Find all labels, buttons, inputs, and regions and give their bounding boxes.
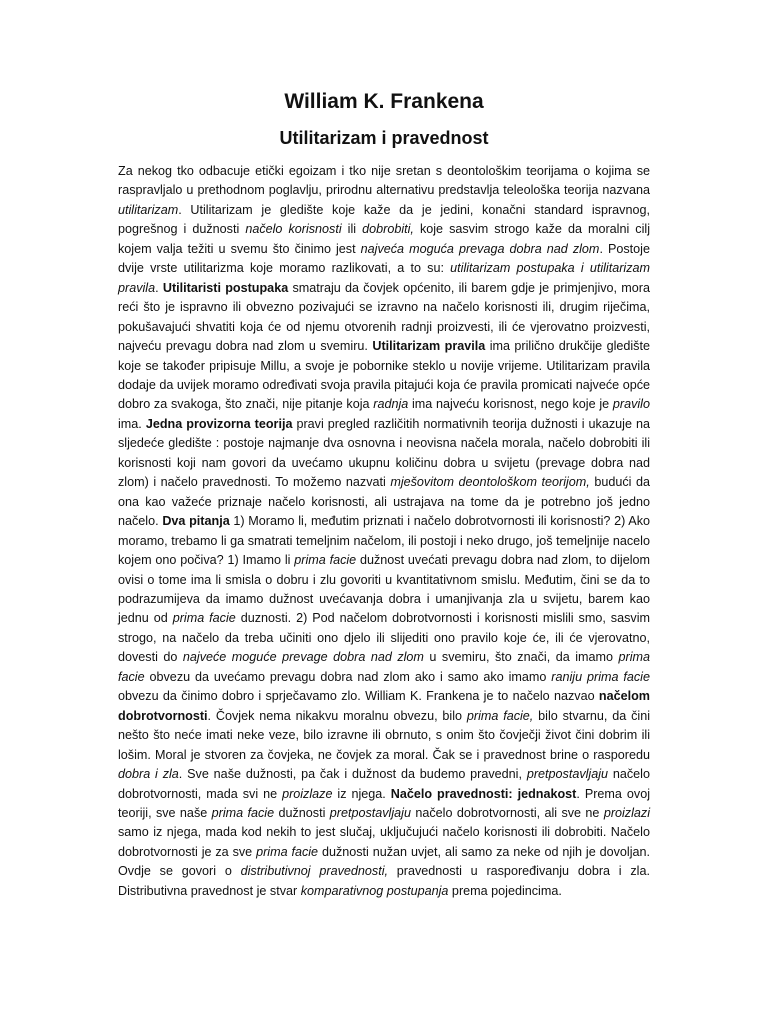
italic-text-run: prima facie <box>256 844 319 859</box>
text-run: koje sasvim strogo kaže da moralni cilj kojem valja težiti u svemu što činimo jest <box>118 222 650 256</box>
text-run: . Čovjek nema nikakvu moralnu obvezu, bilo <box>207 708 467 723</box>
italic-text-run: prima facie <box>118 650 650 684</box>
text-run: budući da ona kao važeće priznaje načelo korisnosti, ali ustrajava na tome da je potrebno još jedno načelo. <box>118 475 650 529</box>
italic-text-run: radnja <box>373 397 409 412</box>
italic-text-run: pretpostavljaju <box>329 805 411 820</box>
text-run: obvezu da uvećamo prevagu dobra nad zlom ako i samo ako imamo <box>144 669 552 684</box>
author-heading: William K. Frankena <box>284 90 484 113</box>
text-run: dužnosti <box>274 805 330 820</box>
bold-text-run: Dva pitanja <box>162 514 230 529</box>
italic-text-run: distributivnoj pravednosti, <box>240 864 388 879</box>
text-run: ima. <box>118 416 146 431</box>
italic-text-run: prima facie, <box>466 708 534 723</box>
italic-text-run: proizlaze <box>282 786 333 801</box>
text-run: . Sve naše dužnosti, pa čak i dužnost da budemo pravedni, <box>178 767 527 782</box>
text-run: dužnosti nužan uvjet, ali samo za neke od njih je dovoljan. Ovdje se govori o <box>118 844 650 879</box>
italic-text-run: dobrobiti, <box>362 222 414 237</box>
text-run: prema pojedincima. <box>448 883 562 898</box>
bold-text-run: Načelo pravednosti: jednakost <box>390 786 577 801</box>
text-run: iz njega. <box>332 786 391 801</box>
text-run: . Utilitarizam je gledište koje kaže da je jedini, konačni standard ispravnog, pogrešnog i dužnosti <box>118 202 650 237</box>
italic-text-run: proizlazi <box>603 805 651 820</box>
text-run: načelo dobrotvornosti, ali sve ne <box>410 805 604 820</box>
italic-text-run: dobra i zla <box>118 767 179 782</box>
text-run: ima prilično drukčije gledište koje se također pripisuje Millu, a svoje je pobornike steklo u novije vrijeme. Utilitarizam pravila dodaje da uvijek moramo određivati svoja pravila pitajući koja će pravila promicati najveće opće dobro za svakoga, što znači, nije pitanje koja <box>118 339 650 412</box>
document-page <box>118 84 650 914</box>
text-run: smatraju da čovjek općenito, ili barem gdje je primjenjivo, mora reći što je ispravno ili obvezno pozivajući se izravno na načelo korisnosti ili, drugim riječima, pokušavajući shvatiti koja će od njemu otvorenih radnji proizvesti, ili će vjerovatno proizvesti, najveću prevagu dobra nad zlom u svemiru. <box>118 280 651 354</box>
italic-text-run: pravilo <box>612 397 650 412</box>
bold-text-run: Utilitarizam pravila <box>372 339 486 354</box>
text-run: . <box>155 280 163 295</box>
text-run: ili <box>341 222 363 237</box>
text-run: u svemiru, što znači, da imamo <box>423 650 619 665</box>
text-run: 1) Moramo li, međutim priznati i načelo dobrotvornosti ili korisnosti? 2) Ako moramo, trebamo li ga smatrati temeljnim načelom, ili postoji i neko drugo, još temeljnije nacelo kojem ono počiva? 1) Imamo li <box>118 514 650 568</box>
text-run: pravednosti u raspoređivanju dobra i zla. Distributivna pravednost je stvar <box>118 864 650 898</box>
text-run: Za nekog tko odbacuje etički egoizam i tko nije sretan s deontološkim teorijama o kojima se raspravljalo u prethodnom poglavlju, prirodnu alternativu predstavlja teleološka teorija nazvana <box>118 164 650 198</box>
text-run: pravi pregled različitih normativnih teorija dužnosti i ukazuje na sljedeće gledište : postoje najmanje dva osnovna i neovisna načela morala, načelo dobrobiti ili korisnosti koji nam govori da uvećamo ukupnu količinu dobra u svijetu (prevage dobra nad zlom) i načelo pravednosti. To možemo nazvati <box>118 416 650 490</box>
text-run: načelo dobrotvornosti, mada svi ne <box>118 767 650 801</box>
text-run: samo iz njega, mada kod nekih to jest slučaj, uključujući načelo korisnosti ili dobrobiti. Načelo dobrotvornosti je za sve <box>118 825 650 859</box>
italic-text-run: pretpostavljaju <box>526 767 609 782</box>
italic-text-run: mješovitom deontološkom teorijom, <box>390 475 590 490</box>
bold-text-run: Utilitaristi postupaka <box>162 280 289 295</box>
text-run: bilo stvarnu, da čini nešto što neće imati neke veze, bilo izravne ili obrnuto, s onim što čovječji život čini dobrim ili lošim. Moral je stvoren za čovjeka, ne čovjek za moral. Čak se i pravednost brine o rasporedu <box>118 708 650 762</box>
italic-text-run: prima facie <box>294 553 357 568</box>
italic-text-run: komparativnog postupanja <box>300 883 449 898</box>
text-run: obvezu da činimo dobro i sprječavamo zlo. William K. Frankena je to načelo nazvao <box>118 689 599 704</box>
italic-text-run: načelo korisnosti <box>245 222 342 237</box>
italic-text-run: najveća moguća prevaga dobra nad zlom <box>360 241 600 256</box>
document-title: Utilitarizam i pravednost <box>279 128 489 148</box>
italic-text-run: raniju prima facie <box>551 669 650 684</box>
italic-text-run: prima facie <box>211 805 275 820</box>
text-run: . Prema ovoj teoriji, sve naše <box>118 786 650 820</box>
italic-text-run: prima facie <box>172 611 236 626</box>
italic-text-run: utilitarizam <box>118 202 179 217</box>
italic-text-run: utilitarizam postupaka i utilitarizam pravila <box>118 261 651 295</box>
body-paragraph <box>118 162 650 901</box>
text-run: duznosti. 2) Pod načelom dobrotvornosti i korisnosti mislili smo, sasvim strogo, na načelo da treba učiniti ono djelo ili slijediti ono pravilo koje će, ili će vjerovatno, dovesti do <box>118 611 650 665</box>
bold-text-run: Jedna provizorna teorija <box>145 416 293 431</box>
text-run: ima najveću korisnost, nego koje je <box>408 397 613 412</box>
text-run: . Postoje dvije vrste utilitarizma koje moramo razlikovati, a to su: <box>118 241 650 276</box>
bold-text-run: načelom dobrotvornosti <box>118 689 650 723</box>
italic-text-run: najveće moguće prevage dobra nad zlom <box>182 650 424 665</box>
text-run: dužnost uvećati prevagu dobra nad zlom, to dijelom ovisi o tome ima li smisla o dobru i zlu govoriti u kvantitativnom smislu. Međutim, čini se da to podrazumijeva da imamo dužnost uvećavanja dobra i umanjivanja zla u svijetu, barem kao jednu od <box>118 553 650 626</box>
